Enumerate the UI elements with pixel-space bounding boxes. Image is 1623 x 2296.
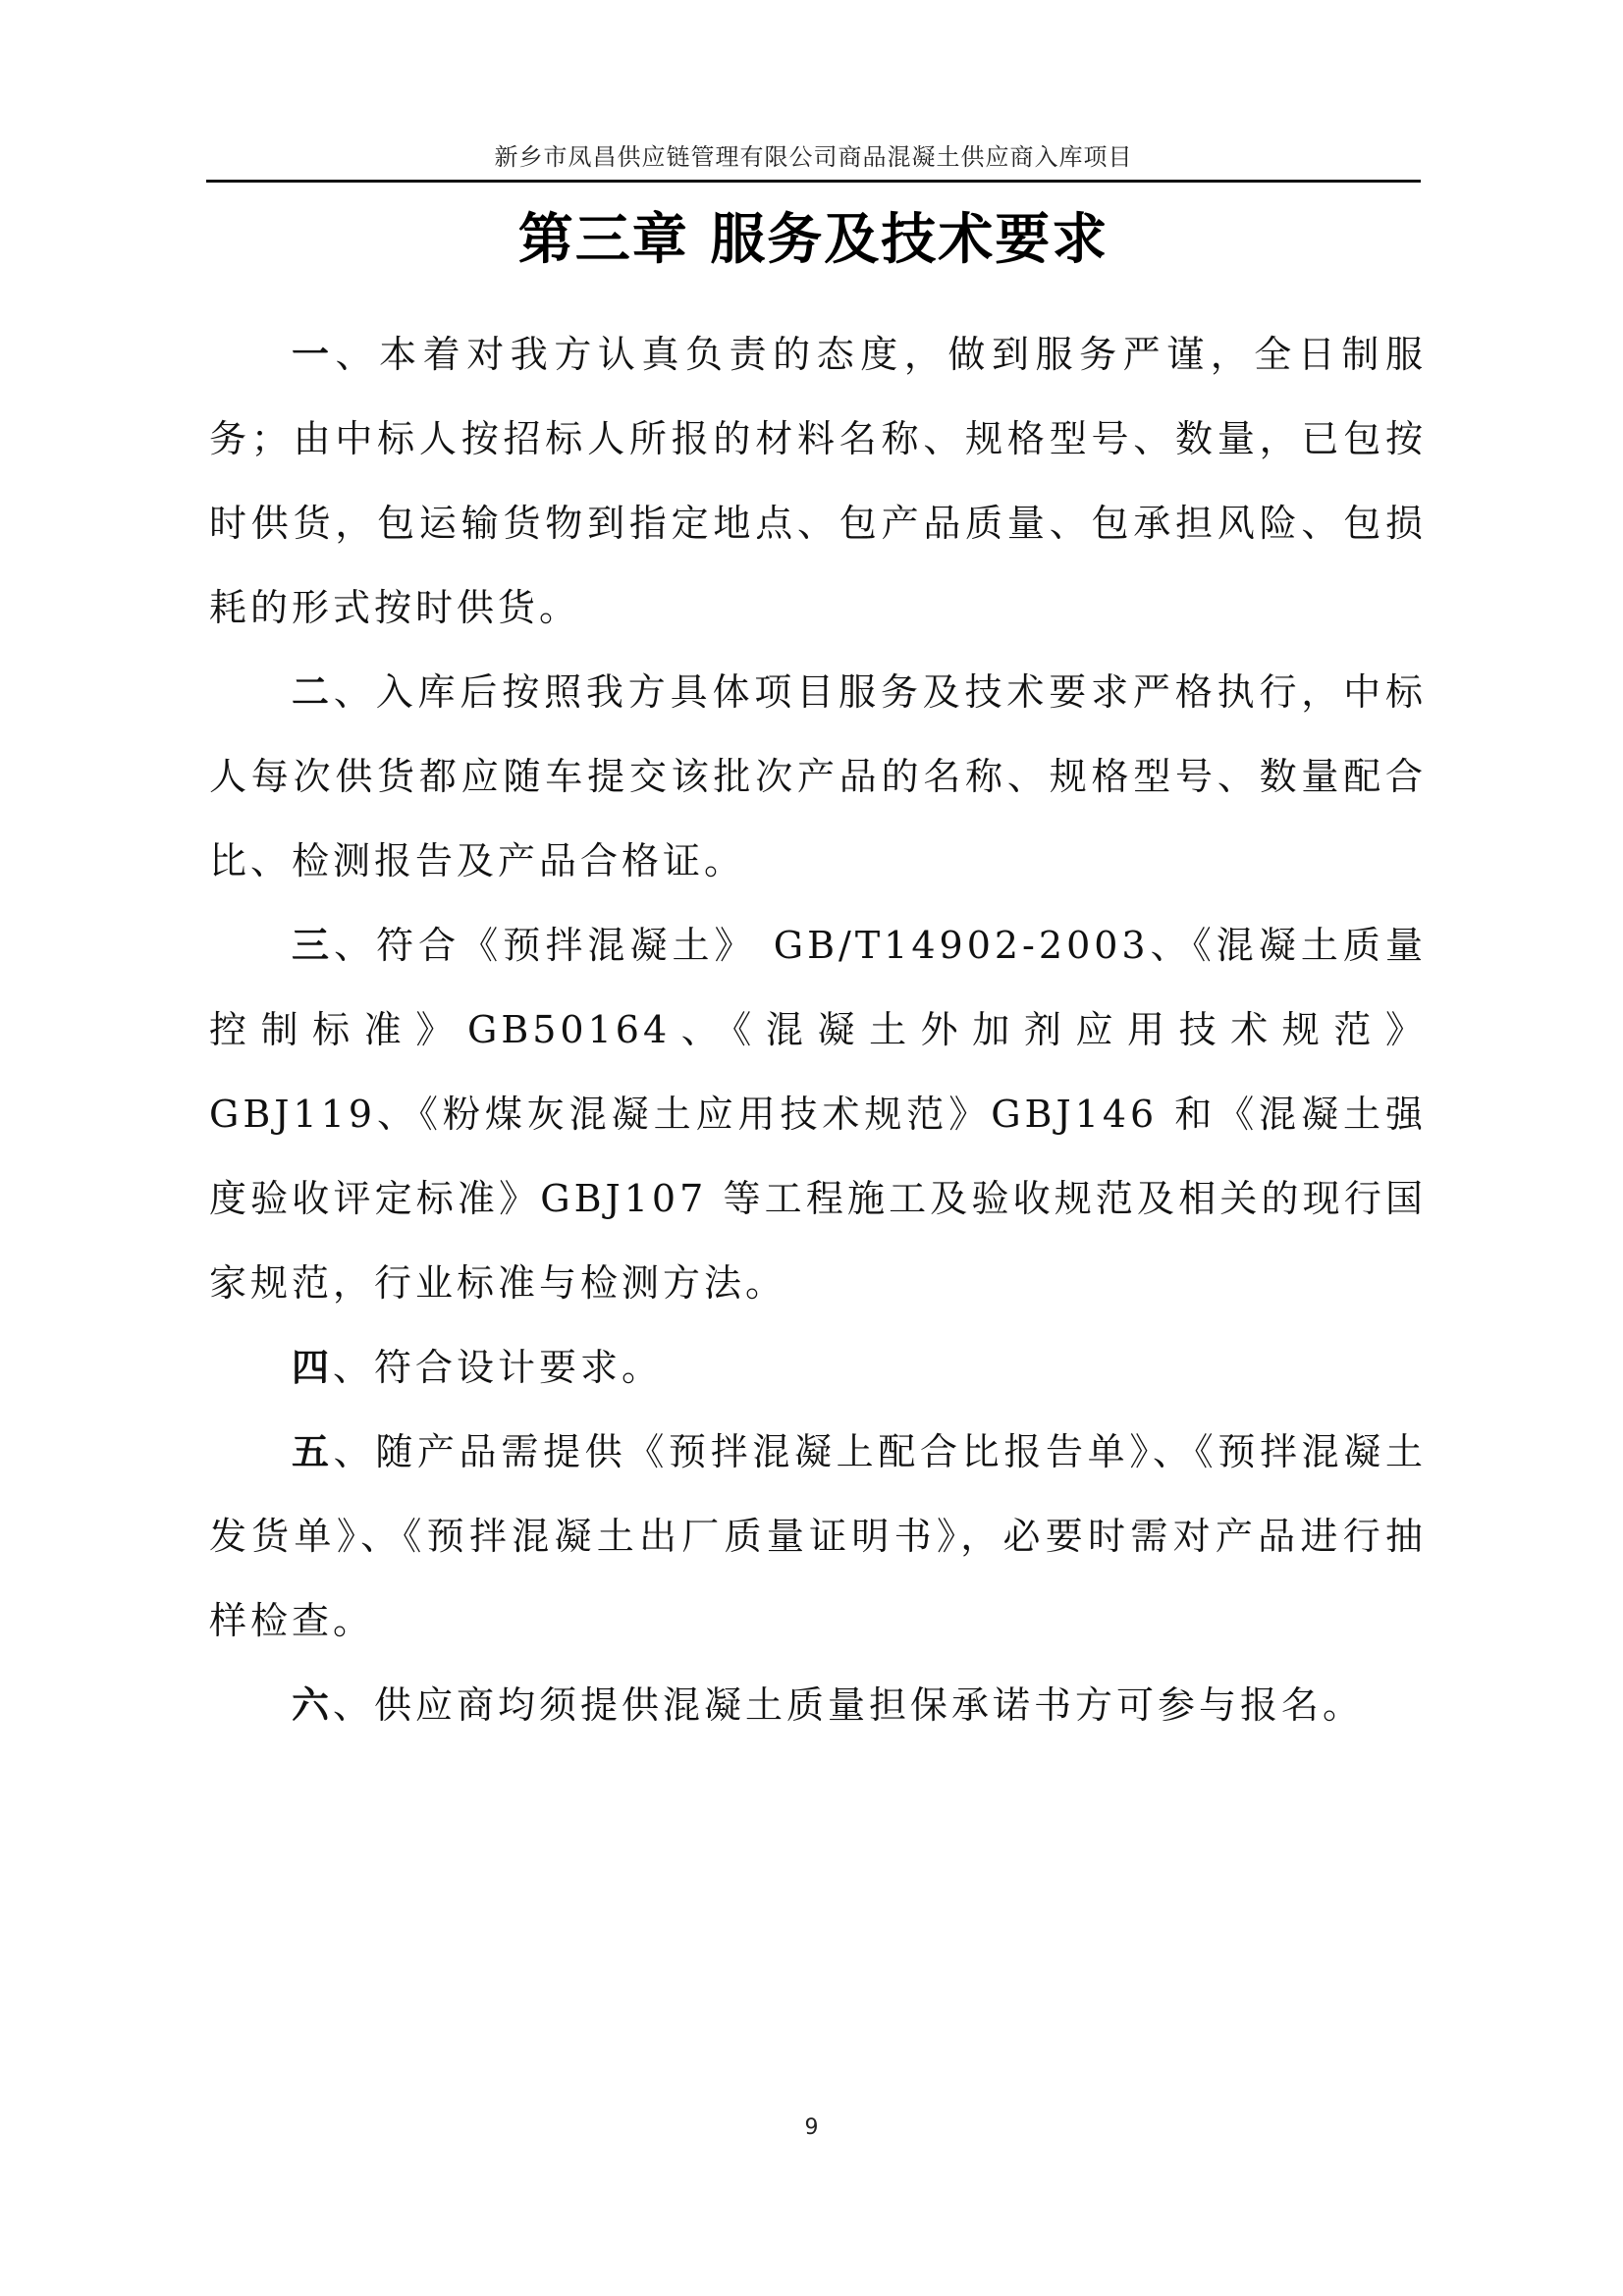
- paragraph-number: 四: [292, 1345, 334, 1389]
- chapter-title: 第三章 服务及技术要求: [517, 207, 1109, 272]
- paragraph-number: 五: [292, 1429, 334, 1473]
- paragraph-6: [209, 1663, 1427, 1747]
- paragraph-2: [209, 650, 1427, 903]
- paragraph-number: 二: [292, 669, 334, 714]
- paragraph-3: [209, 903, 1427, 1325]
- paragraph-text: 、入库后按照我方具体项目服务及技术要求严格执行，中标人每次供货都应随车提交该批次产品的名称、规格型号、数量配合比、检测报告及产品合格证。: [209, 670, 1427, 882]
- paragraph-text: 、供应商均须提供混凝土质量担保承诺书方可参与报名。: [333, 1683, 1365, 1727]
- paragraph-number: 一: [292, 332, 336, 376]
- body-text: [209, 312, 1427, 1747]
- header-rule: [206, 180, 1421, 183]
- paragraph-4: [209, 1325, 1427, 1410]
- paragraph-text: 、随产品需提供《预拌混凝上配合比报告单》、《预拌混凝土发货单》、《预拌混凝土出厂质量证明书》，必要时需对产品进行抽样检查。: [209, 1430, 1427, 1642]
- running-header: 新乡市凤昌供应链管理有限公司商品混凝土供应商入库项目: [494, 143, 1133, 171]
- paragraph-number: 三: [292, 923, 335, 967]
- paragraph-text: 、符合《预拌混凝土》 GB/T14902-2003、《混凝土质量控制标准》GB50164、《混凝土外加剂应用技术规范》GBJ119、《粉煤灰混凝土应用技术规范》GBJ146 和《混凝土强度验收评定标准》GBJ107 等工程施工及验收规范及相关的现行国家规范，行业标准与检测方法。: [209, 924, 1427, 1305]
- paragraph-text: 、本着对我方认真负责的态度，做到服务严谨，全日制服务；由中标人按招标人所报的材料名称、规格型号、数量，已包按时供货，包运输货物到指定地点、包产品质量、包承担风险、包损耗的形式按时供货。: [209, 333, 1427, 629]
- paragraph-1: [209, 312, 1427, 650]
- paragraph-5: [209, 1410, 1427, 1663]
- paragraph-number: 六: [292, 1682, 334, 1727]
- paragraph-text: 、符合设计要求。: [333, 1346, 664, 1389]
- page-number: 9: [804, 2115, 819, 2140]
